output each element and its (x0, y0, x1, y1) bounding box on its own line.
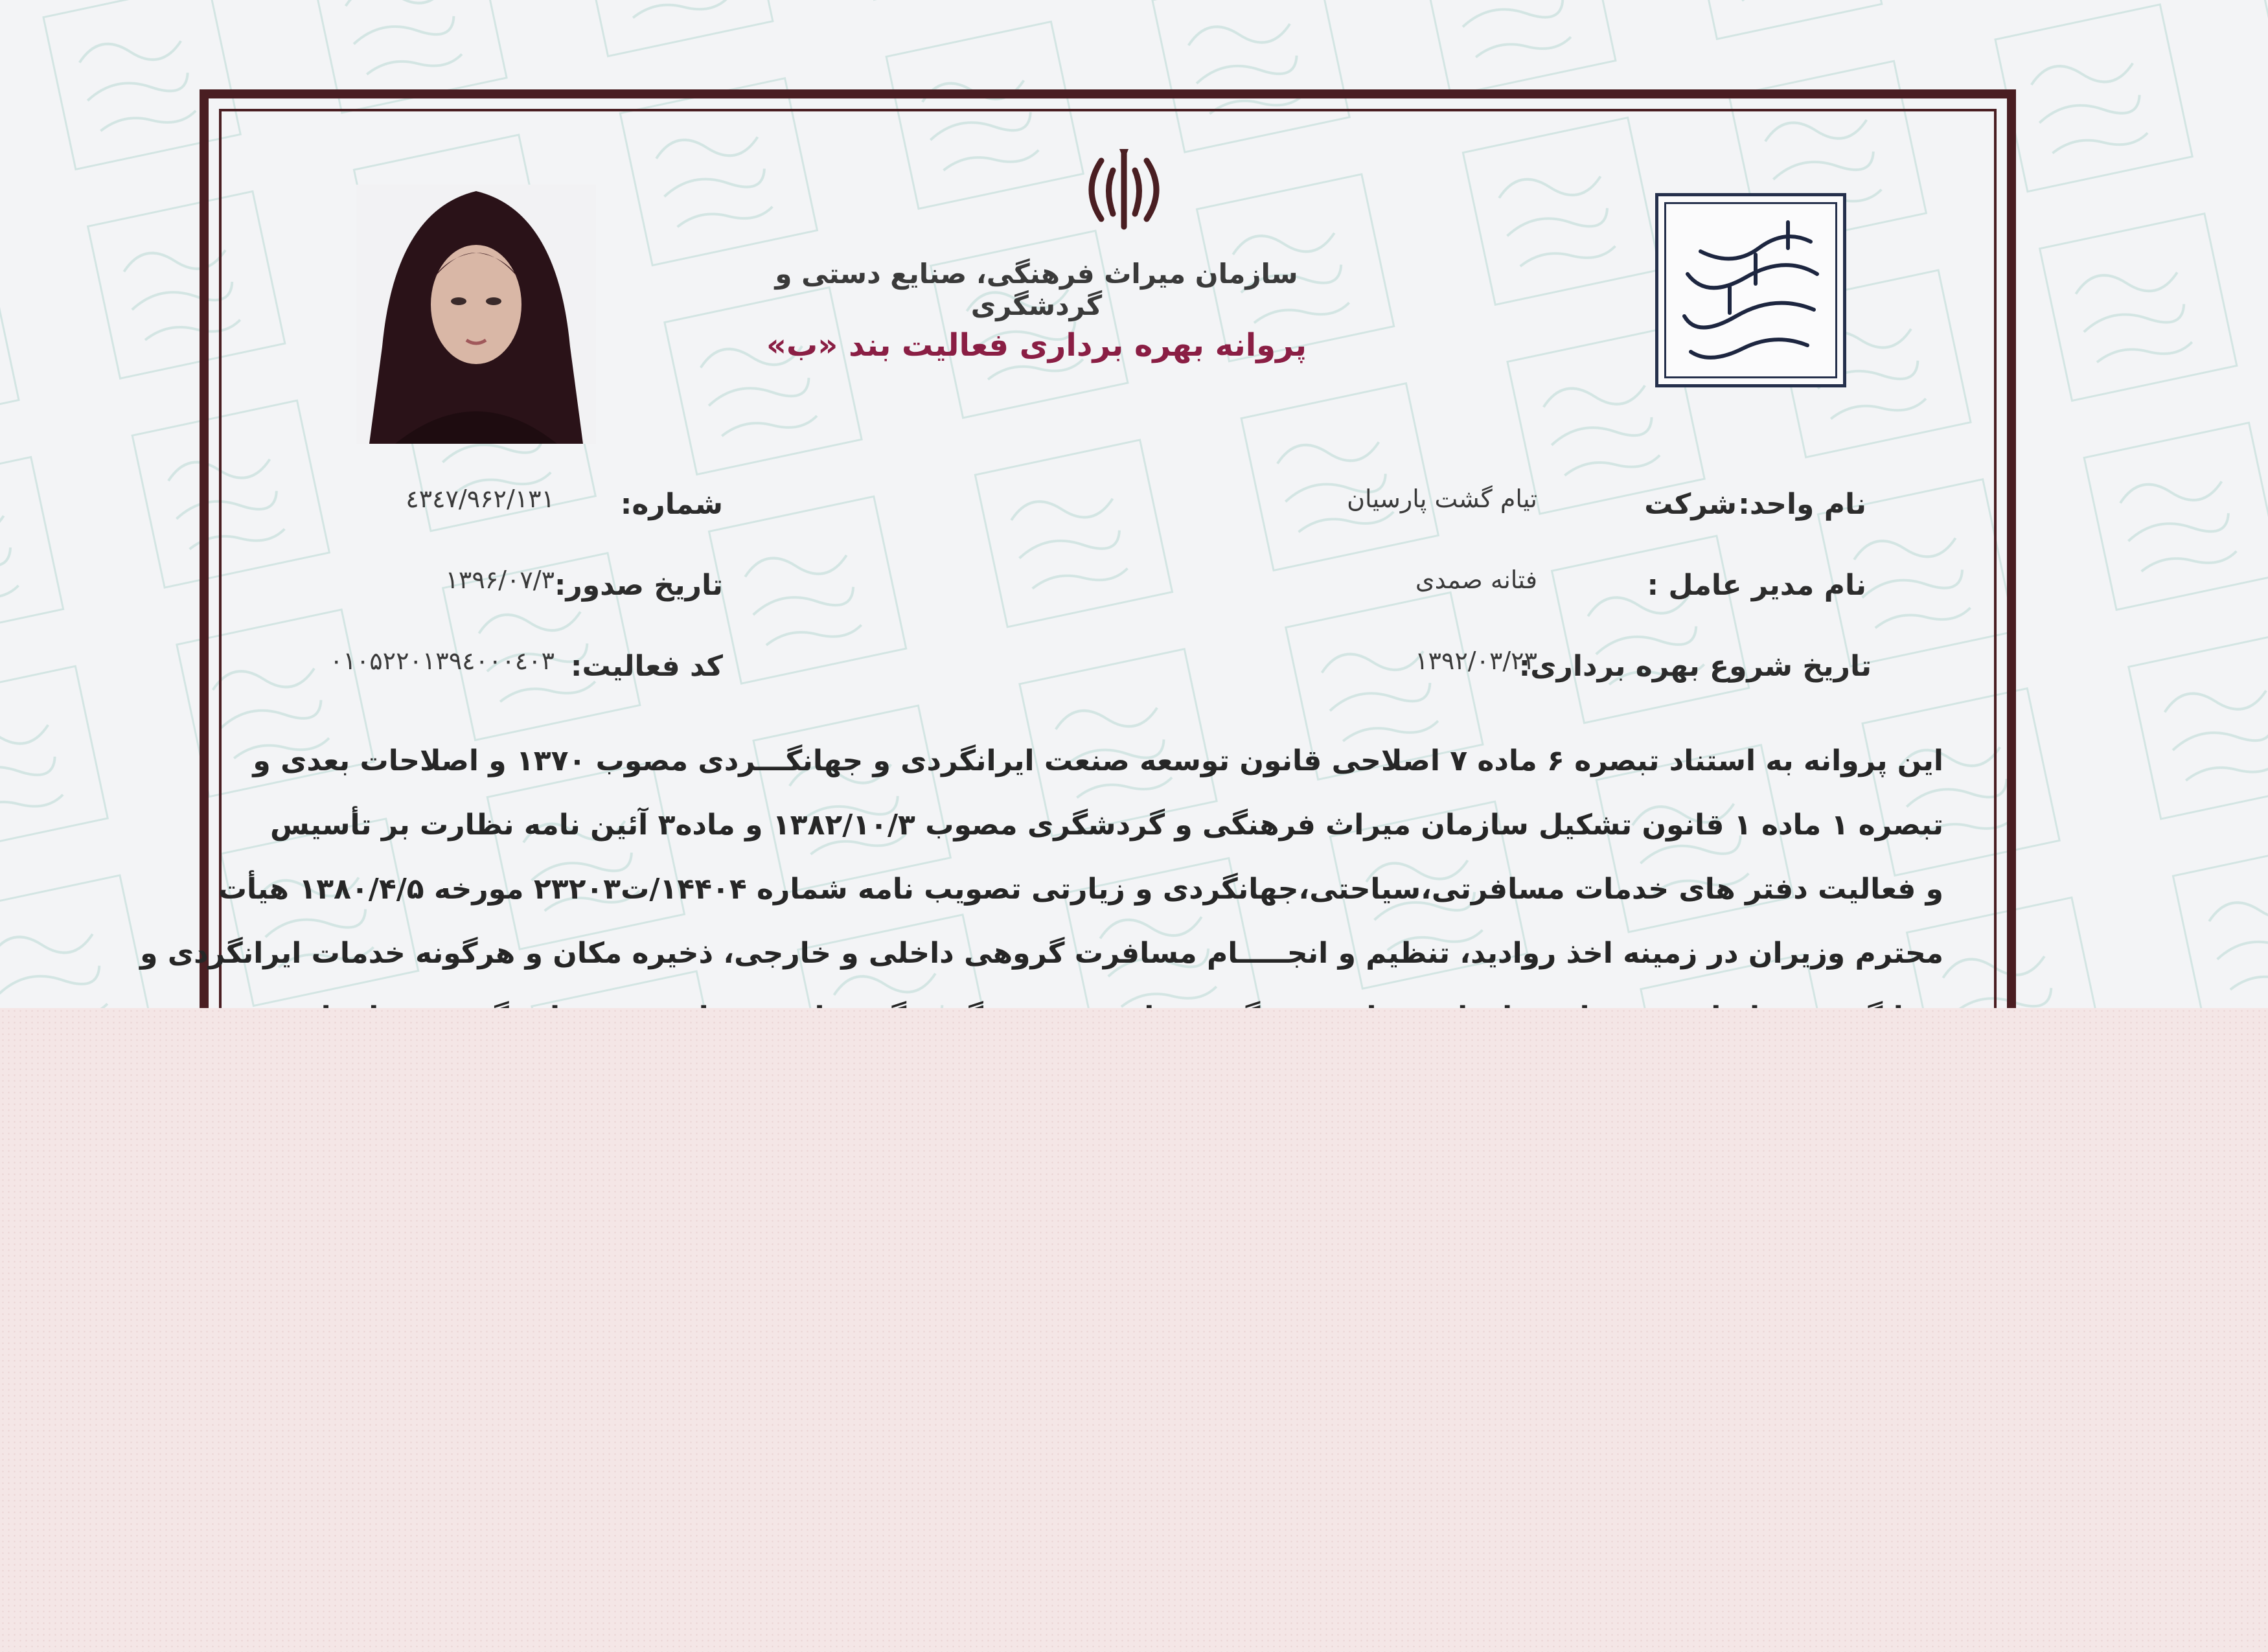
cropped-lower-area (0, 1008, 2268, 1652)
unit-name-prefix: شرکت (1644, 488, 1737, 521)
number-value: ۹۶۲/۱۳۱/٤۳٤۷ (406, 485, 555, 513)
body-line-3: و فعالیت دفتر های خدمات مسافرتی،سیاحتی،جهانگردی و زیارتی تصویب نامه شماره ۱۴۴۰۴/ت۲۳۲۰۳ مورخه ۱۳۸۰/۴/۵ هیأت (218, 873, 1943, 906)
manager-value: فتانه صمدی (1415, 566, 1537, 594)
certificate-body-text (140, 729, 1943, 1050)
issue-date-value: ۱۳۹۶/۰۷/۳ (445, 566, 555, 594)
body-line-4: محترم وزیران در زمینه اخذ روادید، تنظیم و انجـــــام مسافرت گروهی داخلی و خارجی، ذخیره مکان و هرگونه خدمات ایرانگردی و (140, 937, 1943, 970)
body-line-1: این پروانه به استناد تبصره ۶ ماده ۷ اصلاحی قانون توسعه صنعت ایرانگردی و جهانگـــردی مصوب ۱۳۷۰ و اصلاحات بعدی و (253, 744, 1943, 777)
manager-label: نام مدیر عامل : (1647, 569, 1866, 602)
unit-name-label: نام واحد: (1738, 488, 1866, 521)
activity-code-value: ۰۱۰۵۲۲۰۱۳۹٤۰۰۰٤۰۳ (330, 647, 555, 675)
number-label: شماره: (620, 488, 723, 521)
activity-code-label: کد فعالیت: (570, 650, 723, 683)
logo-calligraphy-icon (1658, 196, 1843, 384)
start-date-value: ۱۳۹۲/۰۳/۲۳ (1415, 647, 1537, 675)
unit-name-value: تیام گشت پارسیان (1347, 485, 1537, 513)
organization-logo (1655, 193, 1846, 387)
issue-date-label: تاریخ صدور: (554, 569, 723, 602)
document-title: پروانه بهره برداری فعالیت بند «ب» (766, 327, 1307, 363)
holder-photo (356, 185, 596, 444)
organization-name: سازمان میراث فرهنگی، صنایع دستی و گردشگری (775, 258, 1298, 321)
body-line-2: تبصره ۱ ماده ۱ قانون تشکیل سازمان میراث فرهنگی و گردشگری مصوب ۱۳۸۲/۱۰/۳ و ماده۳ آئین نامه نظارت بر تأسیس (270, 809, 1943, 842)
iran-emblem-icon (1075, 141, 1173, 238)
start-date-label: تاریخ شروع بهره برداری: (1518, 650, 1872, 683)
